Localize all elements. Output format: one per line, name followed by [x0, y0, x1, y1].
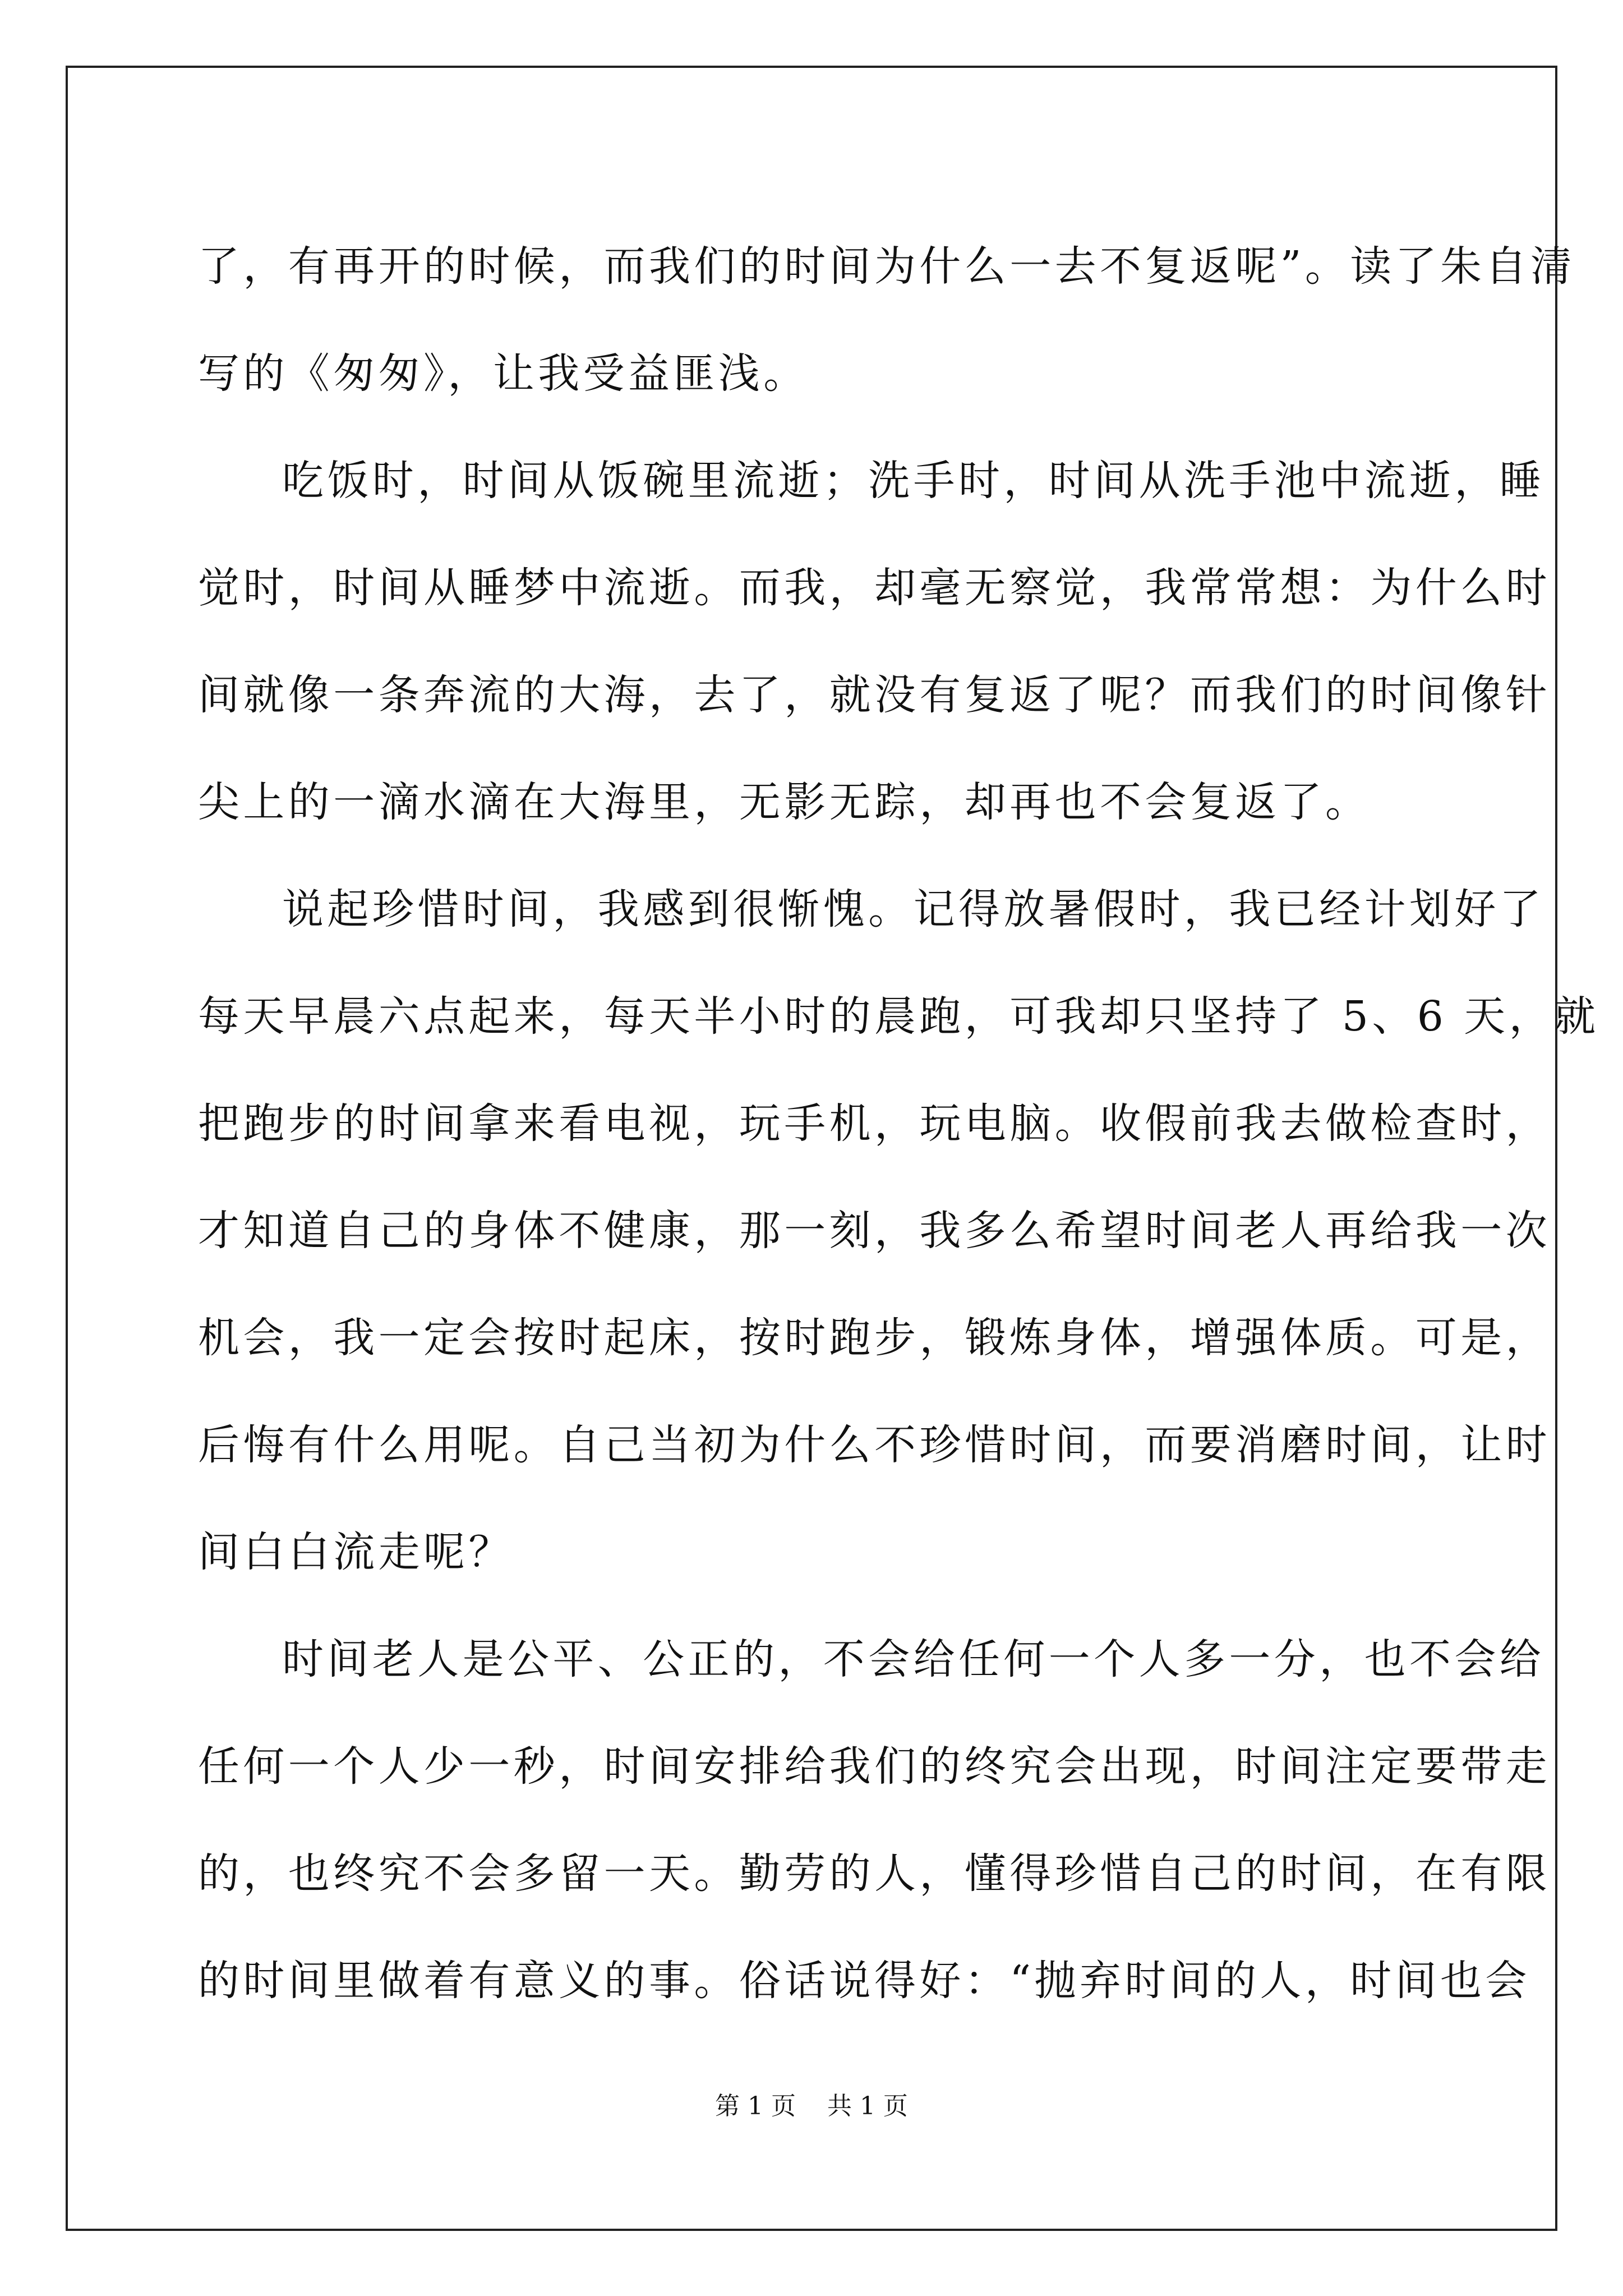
- text-line: 每天早晨六点起来，每天半小时的晨跑，可我却只坚持了 5、6 天，就: [198, 992, 1599, 1041]
- text-line: 尖上的一滴水滴在大海里，无影无踪，却再也不会复返了。: [198, 778, 1371, 826]
- document-body: [198, 213, 1599, 2035]
- text-line: 的时间里做着有意义的事。俗话说得好：“抛弃时间的人，时间也会: [198, 1957, 1530, 2005]
- paragraph-start-line: 吃饭时，时间从饭碗里流逝；洗手时，时间从洗手池中流逝，睡: [282, 457, 1545, 505]
- text-line: 把跑步的时间拿来看电视，玩手机，玩电脑。收假前我去做检查时，: [198, 1099, 1551, 1148]
- text-line: 后悔有什么用呢。自己当初为什么不珍惜时间，而要消磨时间，让时: [198, 1421, 1551, 1469]
- text-line: 的，也终究不会多留一天。勤劳的人，懂得珍惜自己的时间，在有限: [198, 1849, 1551, 1898]
- page-footer: 第 1 页 共 1 页: [715, 2092, 908, 2120]
- text-line: 任何一个人少一秒，时间安排给我们的终究会出现，时间注定要带走: [198, 1742, 1551, 1791]
- text-line: 间就像一条奔流的大海，去了，就没有复返了呢？而我们的时间像针: [198, 671, 1551, 719]
- text-line: 间白白流走呢？: [198, 1528, 514, 1576]
- text-line: 了，有再开的时候，而我们的时间为什么一去不复返呢”。读了朱自清: [198, 242, 1576, 291]
- text-line: 机会，我一定会按时起床，按时跑步，锻炼身体，增强体质。可是，: [198, 1314, 1551, 1362]
- paragraph-start-line: 时间老人是公平、公正的，不会给任何一个人多一分，也不会给: [282, 1635, 1545, 1683]
- paragraph-start-line: 说起珍惜时间，我感到很惭愧。记得放暑假时，我已经计划好了: [282, 885, 1545, 933]
- text-line: 觉时，时间从睡梦中流逝。而我，却毫无察觉，我常常想：为什么时: [198, 564, 1551, 612]
- text-line: 写的《匆匆》，让我受益匪浅。: [198, 349, 809, 398]
- text-line: 才知道自己的身体不健康，那一刻，我多么希望时间老人再给我一次: [198, 1207, 1551, 1255]
